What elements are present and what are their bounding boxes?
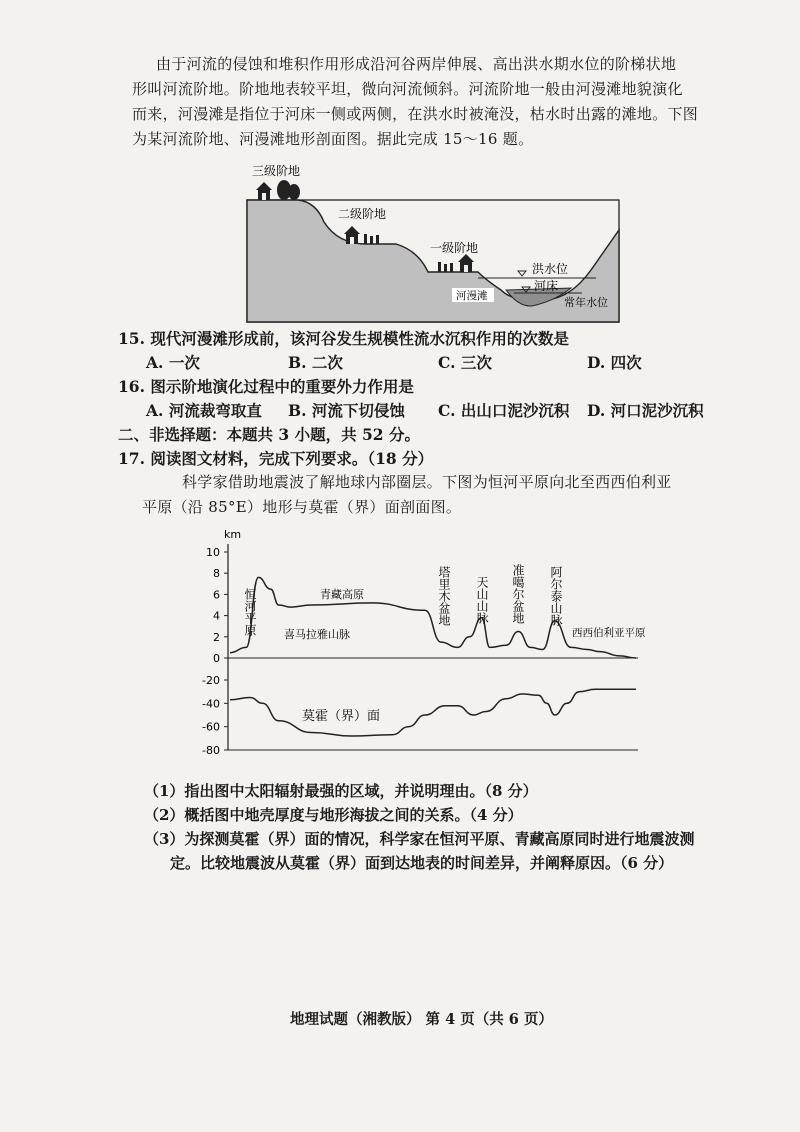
label-first-terrace: 一级阶地 bbox=[430, 241, 479, 255]
page-footer: 地理试题（湘教版） 第 4 页（共 6 页） bbox=[290, 1011, 553, 1028]
intro-line: 由于河流的侵蚀和堆积作用形成沿河谷两岸伸展、高出洪水期水位的阶梯状地 bbox=[156, 55, 677, 73]
y-tick-label: -40 bbox=[202, 697, 220, 711]
y-tick-label: 10 bbox=[206, 546, 220, 559]
q15-option-a: A. 一次 bbox=[146, 353, 200, 372]
y-tick-label: -60 bbox=[202, 720, 220, 734]
flood-level-marker bbox=[518, 271, 526, 276]
q15-option-d: D. 四次 bbox=[587, 353, 642, 372]
intro-paragraph bbox=[132, 52, 772, 152]
region-label-tibet: 青藏高原 bbox=[320, 588, 364, 601]
question-16-stem: 16. 图示阶地演化过程中的重要外力作用是 bbox=[118, 377, 414, 396]
label-normal-level: 常年水位 bbox=[564, 296, 608, 309]
question-15-stem: 15. 现代河漫滩形成前，该河谷发生规模性流水沉积作用的次数是 bbox=[118, 329, 569, 348]
y-axis-unit: km bbox=[224, 528, 242, 541]
q17-sub-1: （1）指出图中太阳辐射最强的区域，并说明理由。（8 分） bbox=[144, 782, 538, 800]
section-2-heading: 二、非选择题：本题共 3 小题，共 52 分。 bbox=[118, 425, 420, 444]
material-line: 科学家借助地震波了解地球内部圈层。下图为恒河平原向北至西西伯利亚 bbox=[182, 473, 672, 491]
y-tick-label: -20 bbox=[202, 674, 220, 687]
q15-option-b: B. 二次 bbox=[288, 353, 343, 372]
intro-line: 而来，河漫滩是指位于河床一侧或两侧，在洪水时被淹没，枯水时出露的滩地。下图 bbox=[132, 105, 699, 123]
terrain-series-line bbox=[230, 577, 636, 658]
y-tick-label: -80 bbox=[202, 744, 220, 757]
moho-profile-chart bbox=[190, 524, 650, 760]
terrace-profile-figure bbox=[246, 160, 636, 324]
y-tick-label: 4 bbox=[213, 609, 220, 623]
y-ticks bbox=[202, 546, 228, 757]
region-label-siberia: 西西伯利亚平原 bbox=[572, 627, 646, 639]
y-tick-label: 0 bbox=[213, 652, 220, 665]
material-line: 平原（沿 85°E）地形与莫霍（界）面剖面图。 bbox=[142, 498, 462, 516]
q17-sub-3a: （3）为探测莫霍（界）面的情况，科学家在恒河平原、青藏高原同时进行地震波测 bbox=[144, 830, 695, 848]
q15-option-c: C. 三次 bbox=[438, 353, 492, 372]
tree-icon bbox=[277, 180, 300, 200]
q16-option-b: B. 河流下切侵蚀 bbox=[288, 401, 405, 420]
moho-label: 莫霍（界）面 bbox=[302, 709, 381, 724]
q17-sub-3b: 定。比较地震波从莫霍（界）面到达地表的时间差异，并阐释原因。（6 分） bbox=[170, 854, 674, 872]
y-tick-label: 6 bbox=[213, 588, 220, 602]
region-label-himalaya: 喜马拉雅山脉 bbox=[284, 628, 350, 641]
q17-material bbox=[142, 470, 782, 520]
region-label-tarim: 塔里木盆地 bbox=[437, 566, 451, 626]
intro-line: 形叫河流阶地。阶地地表较平坦，微向河流倾斜。河流阶地一般由河漫滩地貌演化 bbox=[132, 80, 683, 98]
q16-option-c: C. 出山口泥沙沉积 bbox=[438, 401, 570, 420]
label-third-terrace: 三级阶地 bbox=[252, 164, 301, 178]
region-label-altai: 阿尔泰山脉 bbox=[549, 566, 563, 626]
moho-series-line bbox=[230, 689, 636, 736]
label-flood-level: 洪水位 bbox=[532, 262, 569, 276]
intro-line: 为某河流阶地、河漫滩地形剖面图。据此完成 15～16 题。 bbox=[132, 130, 534, 148]
label-second-terrace: 二级阶地 bbox=[338, 207, 387, 221]
tree-icon bbox=[364, 234, 379, 244]
question-17-stem: 17. 阅读图文材料，完成下列要求。（18 分） bbox=[118, 449, 434, 468]
region-label-ganges: 恒河平原 bbox=[243, 588, 257, 636]
region-label-tianshan: 天山山脉 bbox=[475, 576, 489, 624]
q16-option-d: D. 河口泥沙沉积 bbox=[587, 401, 704, 420]
house-icon bbox=[458, 254, 474, 272]
house-icon bbox=[256, 182, 272, 200]
region-label-junggar: 准噶尔盆地 bbox=[511, 564, 525, 624]
house-icon bbox=[344, 226, 360, 244]
y-tick-label: 2 bbox=[213, 630, 220, 644]
tree-icon bbox=[438, 262, 453, 272]
label-channel: 河床 bbox=[534, 279, 559, 293]
q17-sub-2: （2）概括图中地壳厚度与地形海拔之间的关系。（4 分） bbox=[144, 806, 523, 824]
label-floodplain: 河漫滩 bbox=[456, 290, 488, 302]
q16-option-a: A. 河流裁弯取直 bbox=[146, 401, 262, 420]
y-tick-label: 8 bbox=[213, 567, 220, 581]
